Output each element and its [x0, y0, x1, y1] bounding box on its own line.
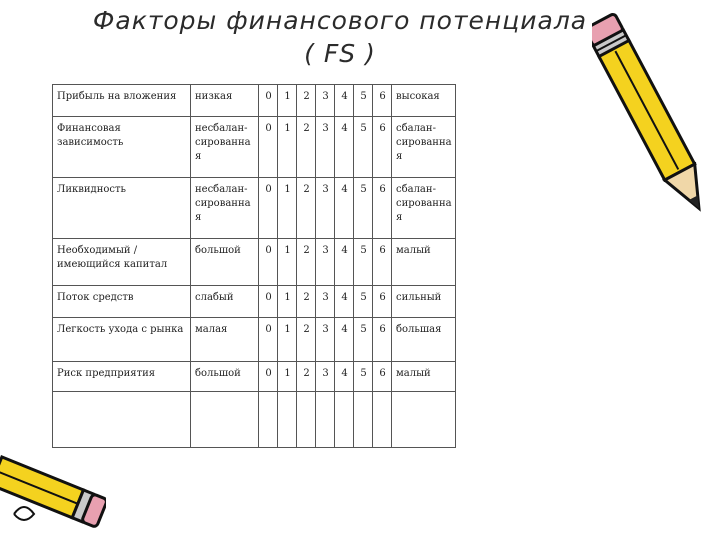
scale-cell: 0	[259, 178, 278, 239]
scale-cell: 6	[373, 178, 392, 239]
scale-cell: 1	[278, 318, 297, 362]
scale-cell: 2	[297, 239, 316, 286]
scale-cell: 2	[297, 286, 316, 318]
slide-title-line-1: Факторы финансового потенциала	[92, 6, 588, 35]
low-value-cell: большой	[191, 239, 259, 286]
scale-cell: 4	[335, 286, 354, 318]
scale-cell: 5	[354, 239, 373, 286]
factor-cell	[53, 392, 191, 448]
scale-cell: 5	[354, 117, 373, 178]
scale-cell: 2	[297, 318, 316, 362]
scale-cell	[297, 392, 316, 448]
scale-cell: 3	[316, 117, 335, 178]
factors-table-body	[53, 85, 456, 448]
high-value-cell: большая	[392, 318, 456, 362]
high-value-cell: сильный	[392, 286, 456, 318]
scale-cell	[278, 392, 297, 448]
scale-cell: 3	[316, 85, 335, 117]
table-row	[53, 392, 456, 448]
factor-cell: Легкость ухода с рынка	[53, 318, 191, 362]
scale-cell: 3	[316, 178, 335, 239]
low-value-cell: малая	[191, 318, 259, 362]
scale-cell: 4	[335, 318, 354, 362]
scale-cell: 2	[297, 117, 316, 178]
scale-cell: 4	[335, 362, 354, 392]
table-row	[53, 85, 456, 117]
table-row	[53, 318, 456, 362]
low-value-cell	[191, 392, 259, 448]
scale-cell	[316, 392, 335, 448]
pencil-icon	[0, 448, 106, 540]
table-row	[53, 239, 456, 286]
scale-cell: 3	[316, 286, 335, 318]
table-row	[53, 178, 456, 239]
factor-cell: Ликвидность	[53, 178, 191, 239]
high-value-cell: малый	[392, 362, 456, 392]
scale-cell: 1	[278, 178, 297, 239]
scale-cell: 5	[354, 362, 373, 392]
scale-cell: 6	[373, 286, 392, 318]
table-row	[53, 286, 456, 318]
scale-cell: 6	[373, 318, 392, 362]
low-value-cell: несбалан-сированна я	[191, 178, 259, 239]
scale-cell: 0	[259, 85, 278, 117]
factor-cell: Финансовая зависимость	[53, 117, 191, 178]
slide-title-line-2: ( FS )	[304, 39, 376, 68]
scale-cell: 0	[259, 286, 278, 318]
factor-cell: Поток средств	[53, 286, 191, 318]
factors-table	[52, 84, 456, 448]
scale-cell: 4	[335, 178, 354, 239]
scale-cell: 3	[316, 239, 335, 286]
pencil-icon	[592, 2, 720, 234]
scale-cell: 0	[259, 239, 278, 286]
low-value-cell: несбалан-сированна я	[191, 117, 259, 178]
scale-cell: 0	[259, 117, 278, 178]
high-value-cell: малый	[392, 239, 456, 286]
scale-cell	[259, 392, 278, 448]
scale-cell: 6	[373, 117, 392, 178]
factor-cell: Прибыль на вложения	[53, 85, 191, 117]
scale-cell	[354, 392, 373, 448]
scale-cell: 1	[278, 85, 297, 117]
scale-cell: 6	[373, 239, 392, 286]
scale-cell: 0	[259, 318, 278, 362]
scale-cell: 4	[335, 239, 354, 286]
factor-cell: Риск предприятия	[53, 362, 191, 392]
scale-cell: 2	[297, 85, 316, 117]
scale-cell: 5	[354, 318, 373, 362]
scale-cell: 4	[335, 85, 354, 117]
scale-cell: 2	[297, 178, 316, 239]
high-value-cell: высокая	[392, 85, 456, 117]
scale-cell: 6	[373, 85, 392, 117]
scale-cell: 1	[278, 362, 297, 392]
scale-cell: 1	[278, 117, 297, 178]
scale-cell	[373, 392, 392, 448]
scale-cell: 5	[354, 286, 373, 318]
scale-cell: 1	[278, 286, 297, 318]
scale-cell: 4	[335, 117, 354, 178]
slide-title	[60, 4, 620, 70]
scale-cell: 5	[354, 85, 373, 117]
scale-cell: 5	[354, 178, 373, 239]
table-row	[53, 117, 456, 178]
scale-cell: 2	[297, 362, 316, 392]
scale-cell: 1	[278, 239, 297, 286]
scale-cell: 0	[259, 362, 278, 392]
scale-cell: 6	[373, 362, 392, 392]
high-value-cell	[392, 392, 456, 448]
low-value-cell: слабый	[191, 286, 259, 318]
table-row	[53, 362, 456, 392]
scale-cell: 3	[316, 362, 335, 392]
scale-cell	[335, 392, 354, 448]
high-value-cell: сбалан-сированна я	[392, 178, 456, 239]
low-value-cell: большой	[191, 362, 259, 392]
high-value-cell: сбалан-сированна я	[392, 117, 456, 178]
low-value-cell: низкая	[191, 85, 259, 117]
scale-cell: 3	[316, 318, 335, 362]
factor-cell: Необходимый / имеющийся капитал	[53, 239, 191, 286]
